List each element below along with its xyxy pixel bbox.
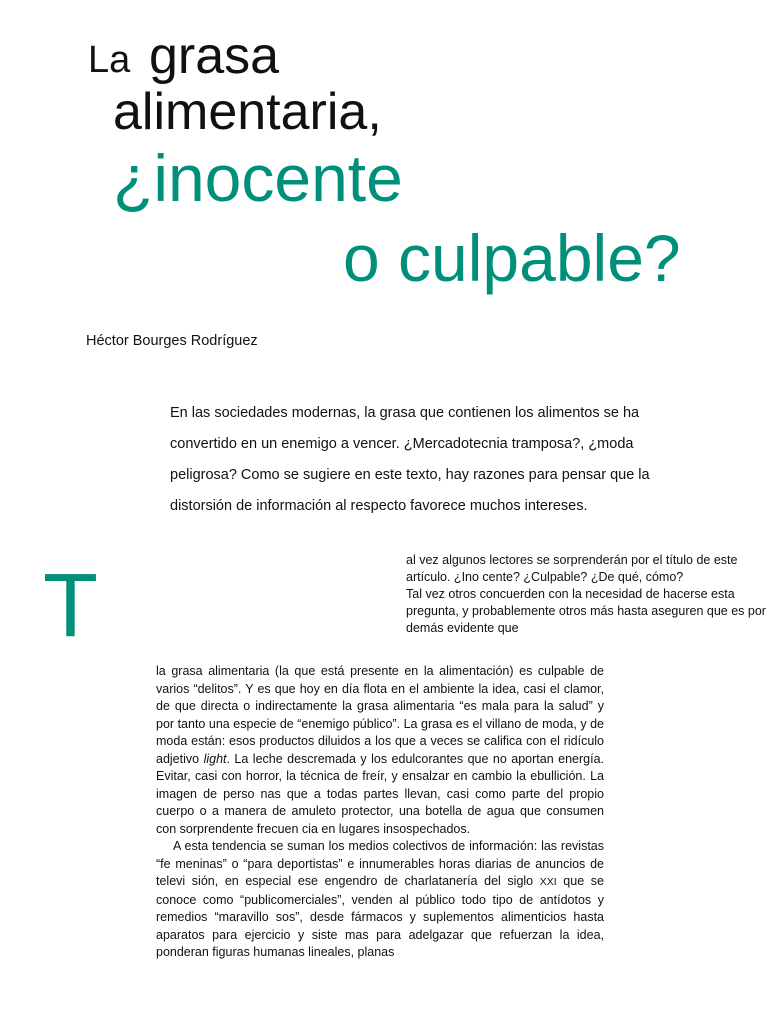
body-paragraph-2-start: A esta tendencia se suman los medios colectivos de información: las revistas “fe meninas” o “para deportistas” e innumerables horas diarias de anuncios de televi sión, en especial ese engendro de charlatanería del siglo (156, 839, 604, 888)
intro-paragraph-1: al vez algunos lectores se sorprenderán por el título de este artículo. ¿Ino cente? ¿Culpable? ¿De qué, cómo? (406, 553, 738, 584)
title-line-alimentaria: alimentaria, (113, 83, 382, 141)
article-abstract (170, 398, 690, 522)
body-paragraph-1 (156, 663, 604, 838)
body-century-numeral: XXI (539, 876, 557, 888)
body-paragraph-1-end: . La leche descremada y los edulcorantes que no aportan energía. Evitar, casi con horror, la técnica de freír, y ensalzar en cambio la ebullición. La imagen de perso nas que a todas partes llevan, casi como parte del propio cuerpo o a manera de amuleto protector, una botella de agua que consumen con sorprendente frecuen cia en lugares insospechados. (156, 751, 605, 836)
title-line-inocente: ¿inocente (113, 141, 403, 215)
author-byline: Héctor Bourges Rodríguez (86, 333, 258, 349)
body-paragraph-2-end: que se conoce como “publicomerciales”, venden al público todo tipo de antídotos y remedios “maravillo sos”, desde fármacos y suplementos alimenticios hasta aparatos para ejercicio y siste mas para adelgazar que refuerzan la idea, ponderan figuras humanas lineales, planas (156, 874, 604, 959)
body-paragraph-2 (156, 838, 604, 962)
body-italic-light: light (203, 751, 227, 766)
title-word-grasa: grasa (149, 27, 280, 85)
intro-column (406, 552, 768, 637)
body-paragraph-1-start: la grasa alimentaria (la que está presente en la alimentación) es culpable de varios “delitos”. Y es que hoy en día flota en el ambiente la idea, casi el clamor, de que directa o indirectamente la grasa alimentaria “es mala para la salud” y por tanto una especie de “enemigo público”. La grasa es el villano de moda, y de moda están: esos productos diluidos a los que a veces se califica con el ridículo adjetivo (156, 664, 604, 766)
abstract-text: En las sociedades modernas, la grasa que contienen los alimentos se ha convertido en un enemigo a vencer. ¿Mercadotecnia tramposa?, ¿moda peligrosa? Como se sugiere en este texto, hay razones para pensar que la distorsión de información al respecto favorece muchos intereses. (170, 405, 650, 514)
intro-paragraph-2: Tal vez otros concuerden con la necesidad de hacerse esta pregunta, y probablemente otros más hasta aseguren que es por demás evidente que (406, 587, 766, 635)
title-word-la: La (88, 39, 131, 81)
title-line-culpable: o culpable? (343, 221, 681, 295)
drop-cap-letter: T (43, 556, 98, 656)
article-body (156, 663, 604, 962)
